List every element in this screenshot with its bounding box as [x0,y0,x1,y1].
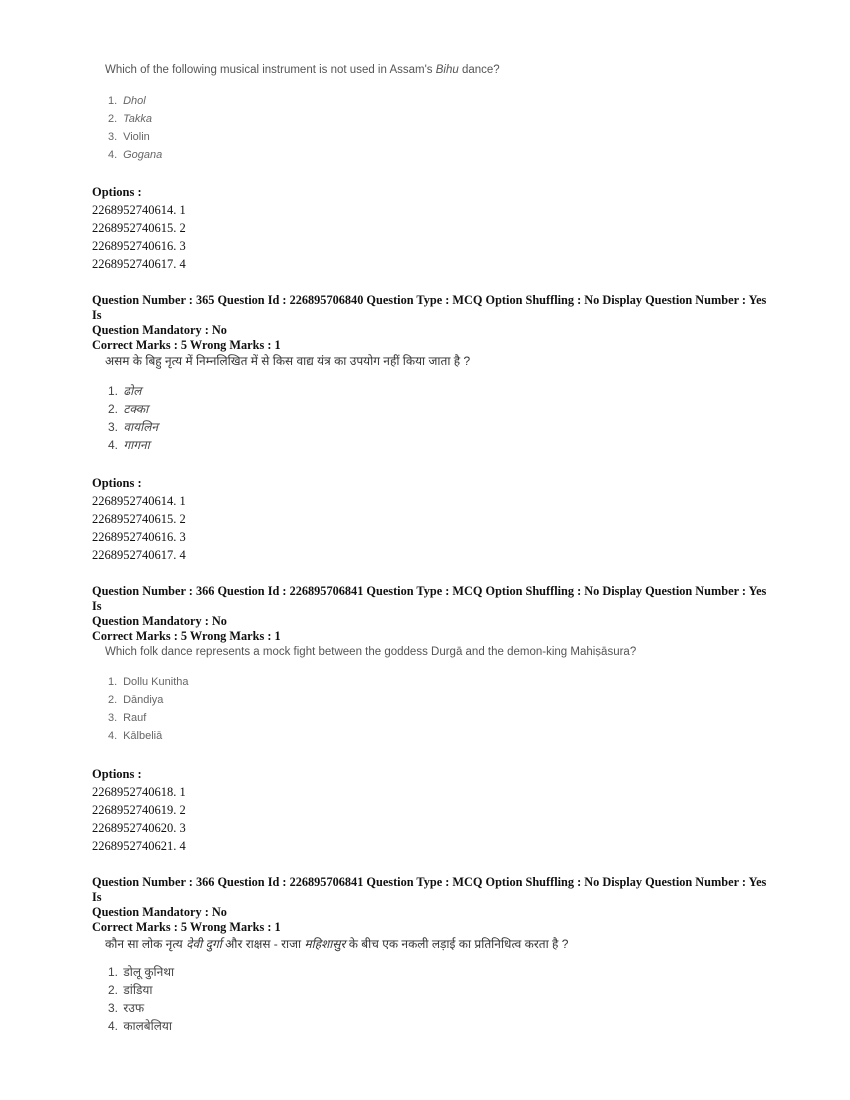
question-366-options [92,765,186,855]
choice-item: 4. Gogana [108,149,163,161]
option-id: 2268952740617. 4 [92,548,186,562]
question-365-options [92,474,186,564]
option-id: 2268952740618. 1 [92,785,186,799]
option-id: 2268952740615. 2 [92,221,186,235]
options-title: Options : [92,476,142,490]
choice-item: 3. वायलिन [108,420,158,434]
question-366-hindi-header: Question Number : 366 Question Id : 226895706841 Question Type : MCQ Option Shuffling : No Display Question Number : Yes Is Question Mandatory : No Correct Marks : 5 Wrong Marks : 1 [92,875,767,934]
option-id: 2268952740615. 2 [92,512,186,526]
question-366-choices [108,673,189,745]
choice-item: 2. Takka [108,113,153,125]
options-title: Options : [92,767,142,781]
choice-item: 4. गागना [108,438,150,452]
question-366-hindi-choices [108,963,174,1035]
choice-item: 3. Rauf [108,712,147,724]
option-id: 2268952740614. 1 [92,494,186,508]
option-id: 2268952740617. 4 [92,257,186,271]
choice-item: 2. टक्का [108,402,149,416]
options-title: Options : [92,185,142,199]
question-366-text: Which folk dance represents a mock fight between the goddess Durgā and the demon-king Mahiṣāsura? [105,646,637,658]
question-366-hindi-text: कौन सा लोक नृत्य देवी दुर्गा और राक्षस - राजा महिशासुर के बीच एक नकली लड़ाई का प्रतिनिधित्व करता है ? [105,937,569,951]
choice-item: 2. डांडिया [108,983,153,997]
option-id: 2268952740616. 3 [92,530,186,544]
choice-item: 1. Dhol [108,95,146,107]
option-id: 2268952740616. 3 [92,239,186,253]
option-id: 2268952740620. 3 [92,821,186,835]
option-id: 2268952740614. 1 [92,203,186,217]
choice-item: 3. रउफ [108,1001,145,1015]
choice-item: 2. Dāndiya [108,694,164,706]
option-id: 2268952740619. 2 [92,803,186,817]
choice-item: 3. Violin [108,131,150,143]
question-364-text: Which of the following musical instrument is not used in Assam's Bihu dance? [105,64,500,76]
question-366-header: Question Number : 366 Question Id : 226895706841 Question Type : MCQ Option Shuffling : No Display Question Number : Yes Is Question Mandatory : No Correct Marks : 5 Wrong Marks : 1 [92,584,767,643]
question-364-options [92,183,186,273]
choice-item: 4. Kālbeliā [108,730,163,742]
question-364-choices [108,92,162,164]
option-id: 2268952740621. 4 [92,839,186,853]
question-365-text: असम के बिहु नृत्य में निम्नलिखित में से किस वाद्य यंत्र का उपयोग नहीं किया जाता है ? [105,354,471,368]
choice-item: 1. Dollu Kunitha [108,676,189,688]
question-365-choices [108,382,158,454]
choice-item: 4. कालबेलिया [108,1019,172,1033]
question-365-header: Question Number : 365 Question Id : 226895706840 Question Type : MCQ Option Shuffling : No Display Question Number : Yes Is Question Mandatory : No Correct Marks : 5 Wrong Marks : 1 [92,293,767,352]
choice-item: 1. डोलू कुनिथा [108,965,175,979]
choice-item: 1. ढोल [108,384,142,398]
